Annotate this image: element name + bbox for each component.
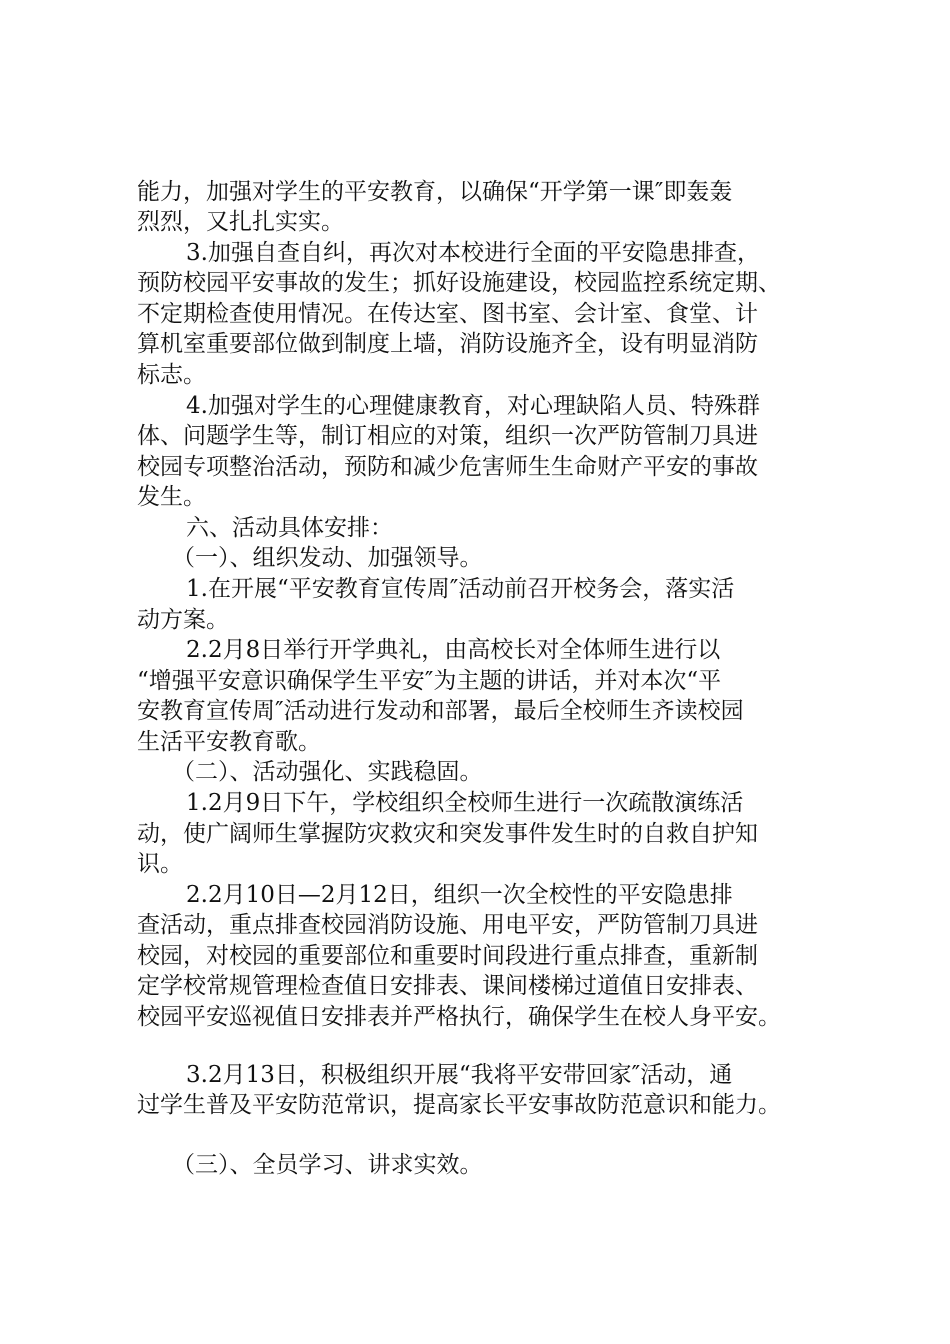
- text-line: 识。: [137, 851, 183, 877]
- text-line: 定学校常规管理检查值日安排表、课间楼梯过道值日安排表、: [137, 973, 758, 999]
- text-line: “增强平安意识确保学生平安″为主题的讲话，并对本次“平: [137, 668, 722, 694]
- text-line: 预防校园平安事故的发生；抓好设施建设，校园监控系统定期、: [137, 270, 781, 296]
- text-line: 体、问题学生等，制订相应的对策，组织一次严防管制刀具进: [137, 423, 758, 449]
- text-line: 安教育宣传周″活动进行发动和部署，最后全校师生齐读校园: [137, 698, 744, 724]
- text-line: 校园，对校园的重要部位和重要时间段进行重点排查，重新制: [137, 943, 758, 969]
- text-line: 3.2月13日，积极组织开展“我将平安带回家″活动，通: [186, 1062, 733, 1088]
- text-line: 过学生普及平安防范常识，提高家长平安事故防范意识和能力。: [137, 1092, 781, 1118]
- text-line: 动方案。: [137, 607, 229, 633]
- text-line: 动，使广阔师生掌握防灾救灾和突发事件发生时的自救自护知: [137, 821, 758, 847]
- subsection-heading: （三）、全员学习、讲求实效。: [172, 1152, 483, 1178]
- text-line: 查活动，重点排查校园消防设施、用电平安，严防管制刀具进: [137, 912, 758, 938]
- text-line: 生活平安教育歌。: [137, 729, 321, 755]
- text-line: 烈烈，又扎扎实实。: [137, 209, 344, 235]
- subsection-heading: （二）、活动强化、实践稳固。: [172, 759, 483, 785]
- text-line: 算机室重要部位做到制度上墙，消防设施齐全，设有明显消防: [137, 331, 758, 357]
- subsection-heading: （一）、组织发动、加强领导。: [172, 545, 483, 571]
- text-line: 2.2月8日举行开学典礼，由高校长对全体师生进行以: [186, 637, 721, 663]
- section-heading: 六、活动具体安排：: [186, 515, 393, 541]
- text-line: 1.在开展“平安教育宣传周″活动前召开校务会，落实活: [186, 576, 735, 602]
- text-line: 2.2月10日—2月12日，组织一次全校性的平安隐患排: [186, 882, 733, 908]
- text-line: 不定期检查使用情况。在传达室、图书室、会计室、食堂、计: [137, 301, 758, 327]
- text-line: 发生。: [137, 484, 206, 510]
- text-line: 1.2月9日下午，学校组织全校师生进行一次疏散演练活: [186, 790, 744, 816]
- text-line: 能力，加强对学生的平安教育，以确保“开学第一课″即轰轰: [137, 179, 733, 205]
- text-line: 校园平安巡视值日安排表并严格执行，确保学生在校人身平安。: [137, 1004, 781, 1030]
- text-line: 校园专项整治活动，预防和减少危害师生生命财产平安的事故: [137, 454, 758, 480]
- text-line: 3.加强自查自纠，再次对本校进行全面的平安隐患排查，: [186, 240, 760, 266]
- text-line: 标志。: [137, 362, 206, 388]
- text-line: 4.加强对学生的心理健康教育，对心理缺陷人员、特殊群: [186, 393, 760, 419]
